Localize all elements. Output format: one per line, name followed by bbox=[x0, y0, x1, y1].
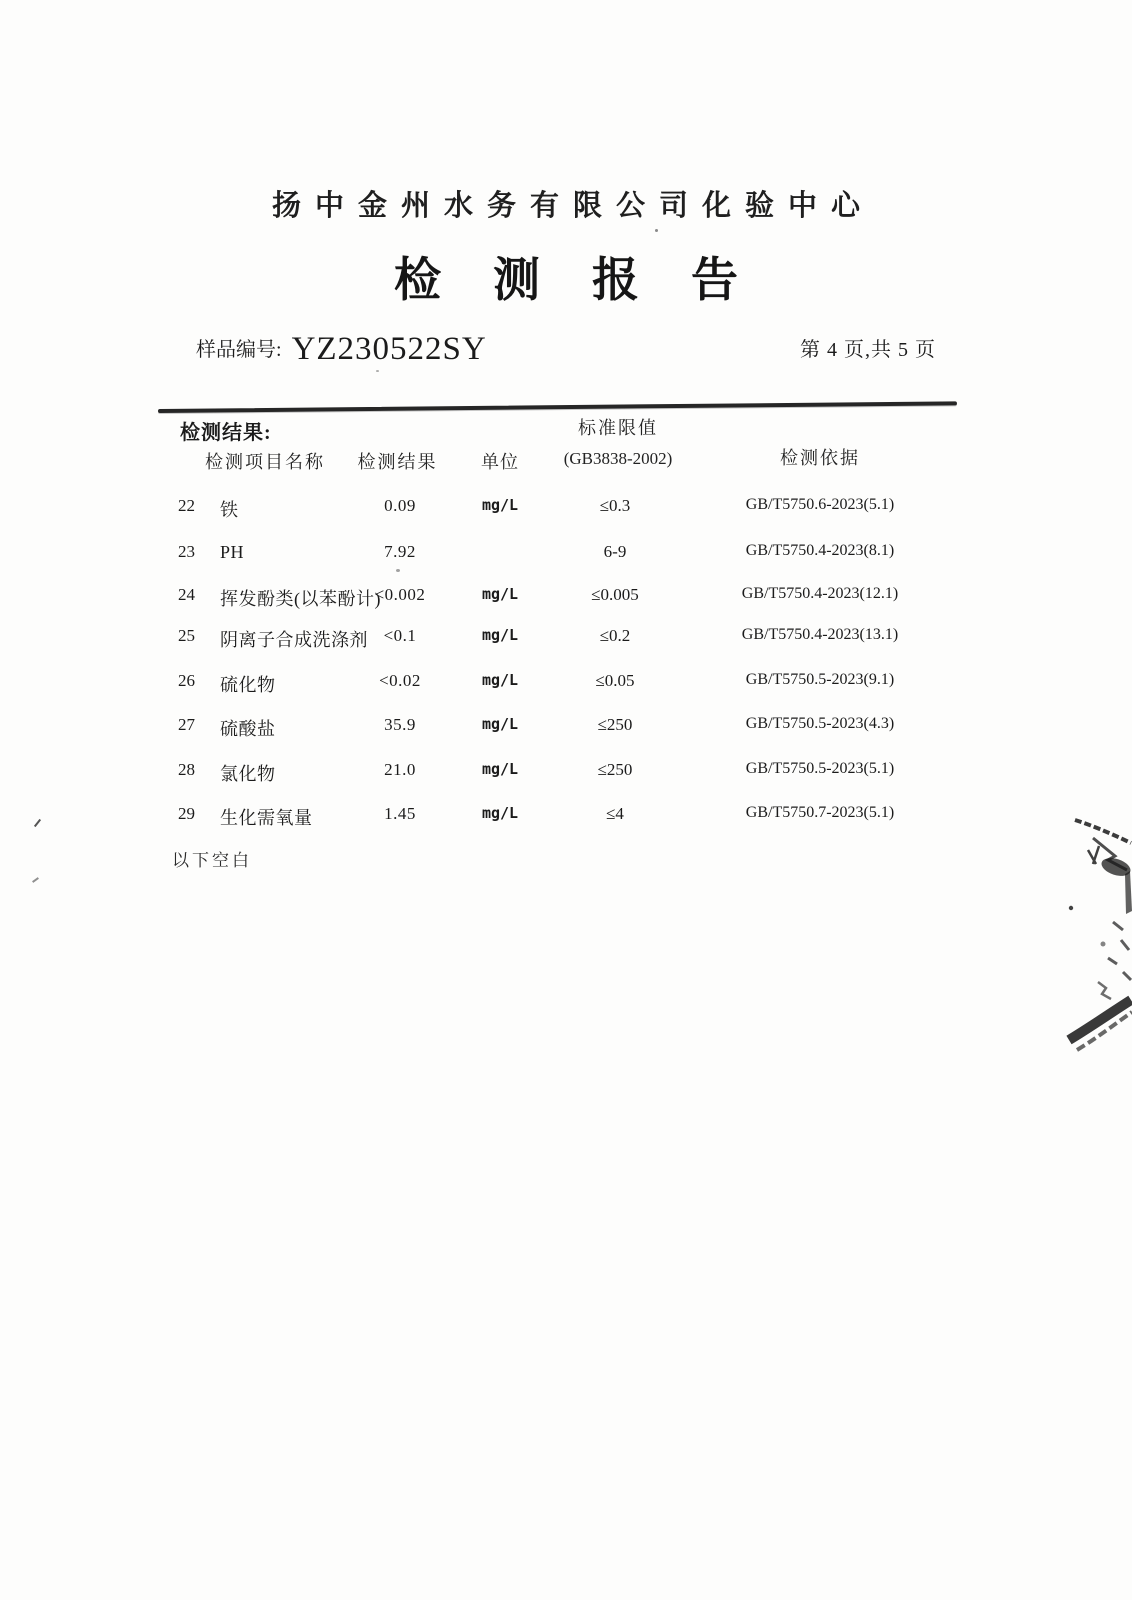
row-result: 7.92 bbox=[384, 542, 416, 561]
row-no: 27 bbox=[178, 715, 195, 734]
column-header-basis: 检测依据 bbox=[780, 448, 860, 468]
row-no: 26 bbox=[178, 671, 195, 690]
row-basis: GB/T5750.4-2023(13.1) bbox=[741, 626, 899, 643]
results-section-label: 检测结果: bbox=[180, 422, 272, 444]
scan-smudge-artifact bbox=[1053, 812, 1132, 1057]
row-no: 23 bbox=[178, 542, 195, 561]
row-no: 29 bbox=[178, 804, 195, 823]
column-header-result: 检测结果 bbox=[357, 452, 438, 472]
sample-number-label: 样品编号: bbox=[196, 339, 282, 361]
row-basis: GB/T5750.4-2023(12.1) bbox=[741, 585, 899, 602]
scan-tick-mark bbox=[34, 819, 41, 827]
table-row bbox=[160, 496, 970, 520]
row-unit: mg/L bbox=[481, 585, 519, 603]
row-result: <0.002 bbox=[374, 585, 426, 604]
scan-speck bbox=[396, 569, 400, 572]
column-header-name: 检测项目名称 bbox=[205, 452, 325, 472]
row-basis: GB/T5750.5-2023(4.3) bbox=[745, 715, 895, 732]
column-header-limit bbox=[543, 414, 693, 469]
table-top-rule bbox=[158, 401, 957, 412]
row-no: 24 bbox=[178, 585, 195, 604]
row-limit: ≤0.05 bbox=[595, 671, 635, 690]
sample-number-value: YZ230522SY bbox=[291, 331, 487, 367]
row-limit: ≤0.2 bbox=[599, 626, 631, 645]
row-unit: mg/L bbox=[481, 626, 519, 644]
column-header-limit-line1: 标准限值 bbox=[578, 418, 658, 438]
row-item-name: PH bbox=[220, 542, 245, 562]
scan-speck bbox=[655, 229, 658, 232]
row-item-name: 生化需氧量 bbox=[220, 808, 313, 828]
row-basis: GB/T5750.4-2023(8.1) bbox=[745, 542, 895, 559]
report-title: 检测报告 bbox=[394, 255, 790, 307]
row-item-name: 氯化物 bbox=[220, 764, 276, 784]
row-no: 22 bbox=[178, 496, 195, 515]
row-result: <0.1 bbox=[383, 626, 417, 645]
table-row bbox=[160, 760, 970, 784]
row-result: 35.9 bbox=[384, 715, 416, 734]
column-header-limit-line2: (GB3838-2002) bbox=[563, 449, 673, 468]
sample-number-line bbox=[196, 331, 487, 368]
row-unit: mg/L bbox=[481, 715, 519, 733]
row-item-name: 阴离子合成洗涤剂 bbox=[220, 630, 368, 650]
table-row bbox=[160, 585, 970, 609]
table-row bbox=[160, 542, 970, 566]
row-limit: ≤0.3 bbox=[599, 496, 631, 515]
row-item-name: 硫化物 bbox=[220, 675, 276, 695]
row-limit: ≤250 bbox=[597, 715, 633, 734]
scan-speck bbox=[376, 370, 379, 372]
row-item-name: 硫酸盐 bbox=[220, 719, 276, 739]
row-limit: ≤250 bbox=[597, 760, 633, 779]
table-row bbox=[160, 626, 970, 650]
row-unit: mg/L bbox=[481, 496, 519, 514]
row-result: 1.45 bbox=[384, 804, 416, 823]
company-title: 扬中金州水务有限公司化验中心 bbox=[271, 190, 874, 222]
row-limit: 6-9 bbox=[603, 542, 627, 561]
row-basis: GB/T5750.6-2023(5.1) bbox=[745, 496, 895, 513]
row-basis: GB/T5750.5-2023(5.1) bbox=[745, 760, 895, 777]
table-row bbox=[160, 715, 970, 739]
row-item-name: 挥发酚类(以苯酚计) bbox=[220, 589, 381, 609]
column-header-unit: 单位 bbox=[481, 452, 519, 472]
row-basis: GB/T5750.5-2023(9.1) bbox=[745, 671, 895, 688]
table-row bbox=[160, 671, 970, 695]
scan-tick-mark bbox=[32, 877, 39, 883]
row-no: 28 bbox=[178, 760, 195, 779]
row-unit: mg/L bbox=[481, 804, 519, 822]
row-limit: ≤0.005 bbox=[591, 585, 639, 604]
row-limit: ≤4 bbox=[606, 804, 624, 823]
row-unit: mg/L bbox=[481, 760, 519, 778]
row-result: 21.0 bbox=[384, 760, 416, 779]
blank-below-note: 以下空白 bbox=[172, 851, 252, 870]
row-basis: GB/T5750.7-2023(5.1) bbox=[745, 804, 895, 821]
page-indicator: 第 4 页,共 5 页 bbox=[800, 339, 936, 361]
table-row bbox=[160, 804, 970, 828]
row-item-name: 铁 bbox=[220, 500, 239, 520]
row-result: <0.02 bbox=[379, 671, 421, 690]
row-no: 25 bbox=[178, 626, 195, 645]
row-result: 0.09 bbox=[384, 496, 416, 515]
row-unit: mg/L bbox=[481, 671, 519, 689]
